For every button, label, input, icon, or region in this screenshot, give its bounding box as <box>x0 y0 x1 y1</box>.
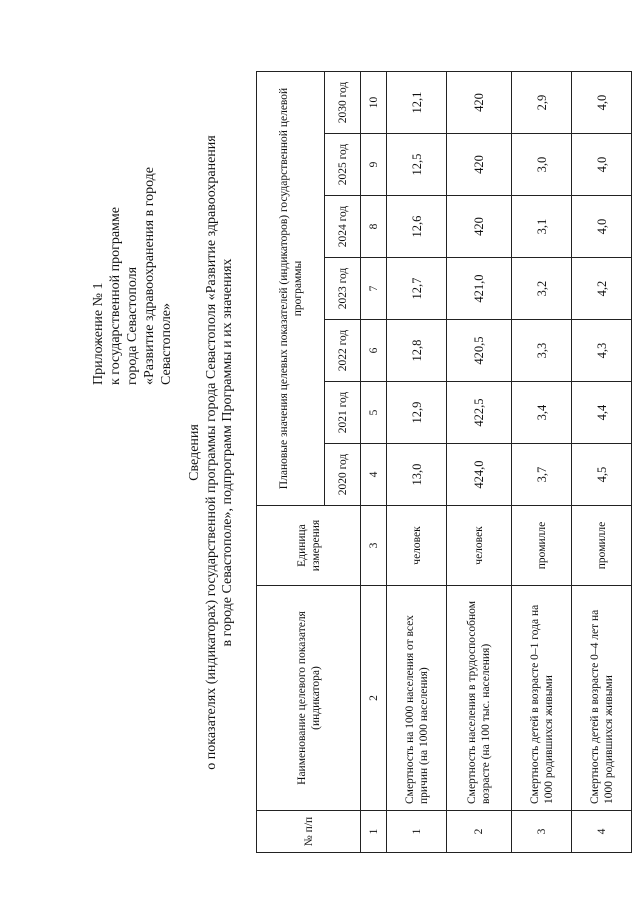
indicator-name: Смертность детей в возрасте 0–4 лет на 1000 родившихся живыми <box>572 586 632 811</box>
header-year: 2030 год <box>325 72 361 134</box>
header-year: 2025 год <box>325 134 361 196</box>
header-year: 2022 год <box>325 320 361 382</box>
value-cell: 4,5 <box>572 444 632 506</box>
header-num: № п/п <box>257 811 361 853</box>
value-cell: 420 <box>447 72 512 134</box>
value-cell: 4,0 <box>572 72 632 134</box>
indicator-name: Смертность на 1000 населения от всех причин (на 1000 населения) <box>387 586 447 811</box>
indicator-name: Смертность населения в трудоспособном возрасте (на 100 тыс. населения) <box>447 586 512 811</box>
value-cell: 4,3 <box>572 320 632 382</box>
value-cell: 12,6 <box>387 196 447 258</box>
value-cell: 4,0 <box>572 196 632 258</box>
column-number: 7 <box>361 258 387 320</box>
table-row <box>512 72 572 853</box>
value-cell: 420,5 <box>447 320 512 382</box>
header-planned-values: Плановые значения целевых показателей (индикаторов) государственной целевой программы <box>257 72 325 506</box>
value-cell: 420 <box>447 196 512 258</box>
indicator-unit: человек <box>447 506 512 586</box>
value-cell: 13,0 <box>387 444 447 506</box>
column-number: 4 <box>361 444 387 506</box>
indicator-unit: человек <box>387 506 447 586</box>
value-cell: 12,9 <box>387 382 447 444</box>
table-row <box>447 72 512 853</box>
header-name: Наименование целевого показателя (индикатора) <box>257 586 361 811</box>
column-number: 10 <box>361 72 387 134</box>
value-cell: 4,2 <box>572 258 632 320</box>
value-cell: 12,5 <box>387 134 447 196</box>
value-cell: 3,0 <box>512 134 572 196</box>
value-cell: 421,0 <box>447 258 512 320</box>
value-cell: 4,0 <box>572 134 632 196</box>
row-num: 3 <box>512 811 572 853</box>
value-cell: 424,0 <box>447 444 512 506</box>
row-num: 2 <box>447 811 512 853</box>
appendix-line: Севастополе» <box>159 302 174 385</box>
document-subtitle-line-1: о показателях (индикаторах) государственной программы города Севастополя «Развитие здравоохранения <box>204 135 219 770</box>
value-cell: 3,1 <box>512 196 572 258</box>
value-cell: 12,1 <box>387 72 447 134</box>
header-year: 2021 год <box>325 382 361 444</box>
appendix-line: Приложение № 1 <box>91 282 106 385</box>
value-cell: 4,4 <box>572 382 632 444</box>
indicator-name: Смертность детей в возрасте 0–1 года на 1000 родившихся живыми <box>512 586 572 811</box>
value-cell: 12,7 <box>387 258 447 320</box>
appendix-line: «Развитие здравоохранения в городе <box>142 166 157 385</box>
value-cell: 3,3 <box>512 320 572 382</box>
indicators-table <box>256 71 632 853</box>
column-number: 1 <box>361 811 387 853</box>
value-cell: 3,4 <box>512 382 572 444</box>
row-num: 1 <box>387 811 447 853</box>
indicator-unit: промилле <box>572 506 632 586</box>
table-row <box>387 72 447 853</box>
header-year: 2020 год <box>325 444 361 506</box>
value-cell: 422,5 <box>447 382 512 444</box>
column-number: 8 <box>361 196 387 258</box>
header-year: 2024 год <box>325 196 361 258</box>
column-number: 2 <box>361 586 387 811</box>
value-cell: 420 <box>447 134 512 196</box>
appendix-line: города Севастополя <box>125 266 140 385</box>
column-number: 9 <box>361 134 387 196</box>
document-subtitle-line-2: в городе Севастополе», подпрограмм Программы и их значениях <box>220 258 235 647</box>
value-cell: 3,7 <box>512 444 572 506</box>
appendix-block <box>90 85 175 385</box>
table-row <box>572 72 632 853</box>
indicator-unit: промилле <box>512 506 572 586</box>
value-cell: 12,8 <box>387 320 447 382</box>
value-cell: 2,9 <box>512 72 572 134</box>
column-number: 6 <box>361 320 387 382</box>
appendix-line: к государственной программе <box>108 207 123 385</box>
header-row <box>257 72 325 853</box>
column-numbers-row <box>361 72 387 853</box>
header-unit: Единица измерения <box>257 506 361 586</box>
column-number: 3 <box>361 506 387 586</box>
header-year: 2023 год <box>325 258 361 320</box>
row-num: 4 <box>572 811 632 853</box>
document-title: Сведения <box>187 424 202 481</box>
value-cell: 3,2 <box>512 258 572 320</box>
column-number: 5 <box>361 382 387 444</box>
